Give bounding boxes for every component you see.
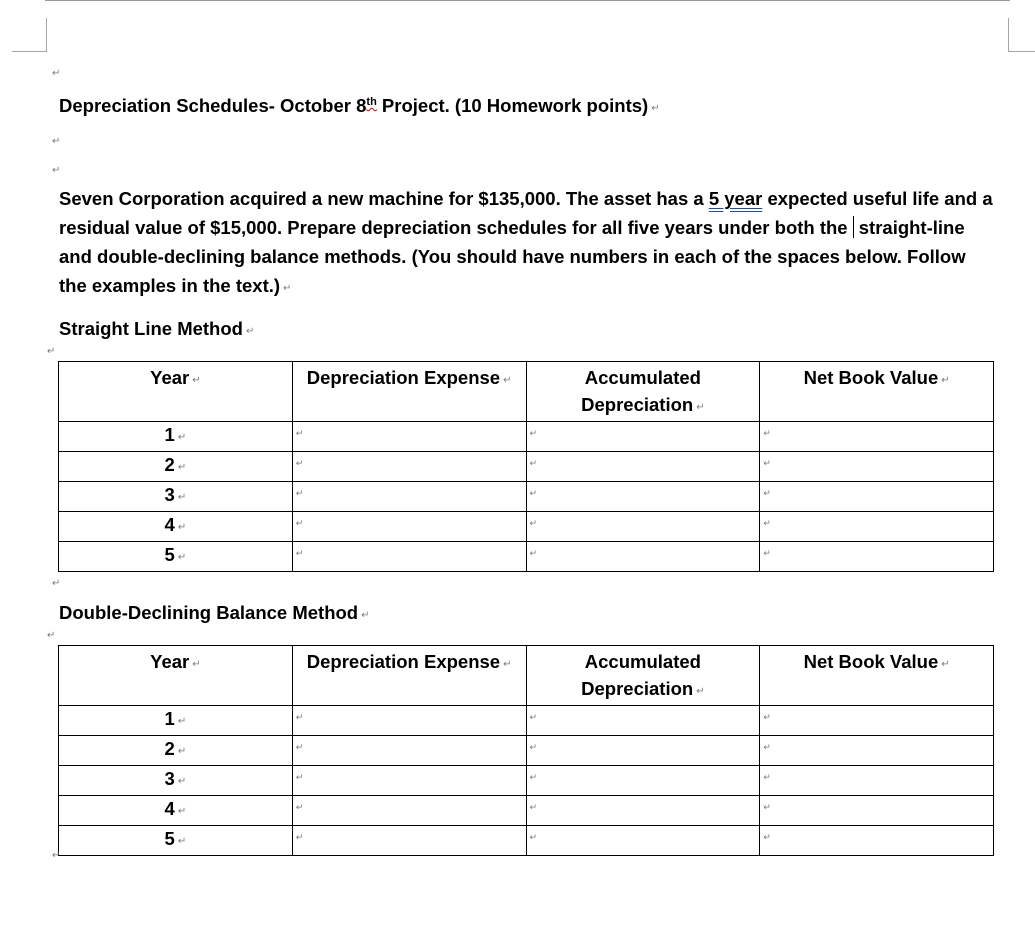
table-row: [59, 482, 994, 512]
grammar-flag-5-year[interactable]: 5 year: [708, 188, 763, 209]
net-book-value-cell[interactable]: ↵: [760, 542, 994, 572]
year-cell[interactable]: 4 ↵: [59, 796, 293, 826]
paragraph-mark: ↵: [47, 346, 56, 357]
accumulated-depreciation-cell[interactable]: ↵: [526, 422, 760, 452]
paragraph-mark: ↵: [651, 103, 660, 114]
net-book-value-cell[interactable]: ↵: [760, 512, 994, 542]
accumulated-depreciation-cell[interactable]: ↵: [526, 736, 760, 766]
text-cursor: [853, 216, 854, 238]
accumulated-depreciation-cell[interactable]: ↵: [526, 766, 760, 796]
heading-text: Double-Declining Balance Method: [59, 602, 359, 623]
accumulated-depreciation-cell[interactable]: ↵: [526, 706, 760, 736]
table-row: [59, 422, 994, 452]
problem-statement[interactable]: [59, 184, 994, 303]
table-row: [59, 542, 994, 572]
problem-text: expected useful life and a residual value of $15,000. Prepare depreciation schedules for all five years under both the: [59, 188, 993, 238]
table-header-row: [59, 646, 994, 706]
year-cell[interactable]: 5 ↵: [59, 542, 293, 572]
paragraph-mark: ↵: [283, 283, 292, 294]
net-book-value-cell[interactable]: ↵: [760, 796, 994, 826]
depreciation-expense-cell[interactable]: ↵: [292, 766, 526, 796]
column-header-depreciation-expense: Depreciation Expense ↵: [292, 362, 526, 422]
accumulated-depreciation-cell[interactable]: ↵: [526, 452, 760, 482]
paragraph-mark: ↵: [52, 165, 61, 176]
depreciation-expense-cell[interactable]: ↵: [292, 736, 526, 766]
depreciation-expense-cell[interactable]: ↵: [292, 542, 526, 572]
double-declining-table[interactable]: [58, 645, 994, 856]
net-book-value-cell[interactable]: ↵: [760, 452, 994, 482]
problem-text: Seven Corporation acquired a new machine for $135,000. The asset has a: [59, 188, 709, 209]
paragraph-mark: ↵: [52, 68, 61, 79]
depreciation-expense-cell[interactable]: ↵: [292, 706, 526, 736]
crop-mark-left: [12, 18, 47, 52]
net-book-value-cell[interactable]: ↵: [760, 706, 994, 736]
table-row: [59, 452, 994, 482]
year-cell[interactable]: 3 ↵: [59, 482, 293, 512]
depreciation-expense-cell[interactable]: ↵: [292, 482, 526, 512]
table-row: [59, 512, 994, 542]
accumulated-depreciation-cell[interactable]: ↵: [526, 796, 760, 826]
net-book-value-cell[interactable]: ↵: [760, 422, 994, 452]
year-cell[interactable]: 5 ↵: [59, 826, 293, 856]
table-row: [59, 706, 994, 736]
paragraph-mark: ↵: [52, 578, 61, 589]
paragraph-mark: ↵: [245, 326, 255, 337]
net-book-value-cell[interactable]: ↵: [760, 482, 994, 512]
title-text: Depreciation Schedules- October 8: [59, 95, 367, 116]
year-cell[interactable]: 3 ↵: [59, 766, 293, 796]
title-superscript: th: [366, 96, 377, 108]
year-cell[interactable]: 2 ↵: [59, 452, 293, 482]
net-book-value-cell[interactable]: ↵: [760, 826, 994, 856]
accumulated-depreciation-cell[interactable]: ↵: [526, 512, 760, 542]
depreciation-expense-cell[interactable]: ↵: [292, 512, 526, 542]
year-cell[interactable]: 1 ↵: [59, 422, 293, 452]
paragraph-mark: ↵: [52, 850, 61, 861]
depreciation-expense-cell[interactable]: ↵: [292, 826, 526, 856]
table-row: [59, 736, 994, 766]
paragraph-mark: ↵: [361, 610, 370, 621]
title-text-suffix: Project. (10 Homework points): [376, 95, 649, 116]
document-title[interactable]: [59, 95, 660, 117]
net-book-value-cell[interactable]: ↵: [760, 736, 994, 766]
problem-text: straight-line and double-declining balance methods. (You should have numbers in each of the spaces below. Follow the examples in the text.): [59, 217, 966, 296]
net-book-value-cell[interactable]: ↵: [760, 766, 994, 796]
crop-mark-right: [1008, 18, 1035, 52]
table-row: [59, 796, 994, 826]
depreciation-expense-cell[interactable]: ↵: [292, 422, 526, 452]
accumulated-depreciation-cell[interactable]: ↵: [526, 482, 760, 512]
column-header-year: Year ↵: [59, 646, 293, 706]
column-header-year: Year ↵: [59, 362, 293, 422]
column-header-depreciation-expense: Depreciation Expense ↵: [292, 646, 526, 706]
table-header-row: [59, 362, 994, 422]
paragraph-mark: ↵: [52, 136, 61, 147]
table-row: [59, 826, 994, 856]
straight-line-table[interactable]: [58, 361, 994, 572]
accumulated-depreciation-cell[interactable]: ↵: [526, 826, 760, 856]
table-row: [59, 766, 994, 796]
year-cell[interactable]: 4 ↵: [59, 512, 293, 542]
year-cell[interactable]: 2 ↵: [59, 736, 293, 766]
page-top-border: [45, 0, 1010, 1]
heading-text: Straight Line Method: [59, 318, 243, 339]
section-heading-straight-line: [59, 318, 254, 340]
column-header-accumulated-depreciation: Accumulated Depreciation ↵: [526, 362, 760, 422]
paragraph-mark: ↵: [47, 630, 56, 641]
column-header-net-book-value: Net Book Value ↵: [760, 362, 994, 422]
column-header-net-book-value: Net Book Value ↵: [760, 646, 994, 706]
accumulated-depreciation-cell[interactable]: ↵: [526, 542, 760, 572]
depreciation-expense-cell[interactable]: ↵: [292, 796, 526, 826]
depreciation-expense-cell[interactable]: ↵: [292, 452, 526, 482]
year-cell[interactable]: 1 ↵: [59, 706, 293, 736]
column-header-accumulated-depreciation: Accumulated Depreciation ↵: [526, 646, 760, 706]
section-heading-double-declining: [59, 602, 370, 624]
